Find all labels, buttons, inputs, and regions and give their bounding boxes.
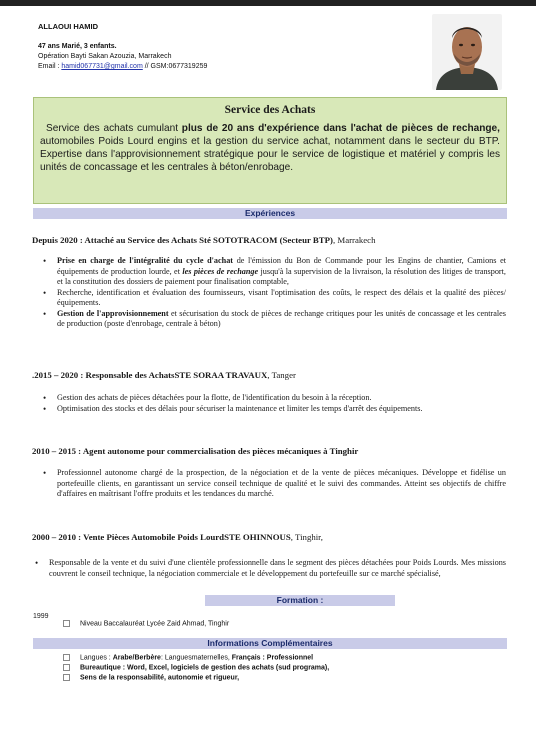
- email-link[interactable]: hamid067731@gmail.com: [61, 63, 143, 70]
- summary-highlight: plus de 20 ans d'expérience dans l'achat de pièces de rechange,: [181, 123, 500, 134]
- contact-line: [38, 62, 207, 72]
- software-item: [63, 664, 329, 671]
- qualities-item: [63, 674, 239, 681]
- bullet-text: de l'émission du Bon de Commande pour les Engins de chantier, Camions et équipements de production lourde, et: [57, 256, 506, 276]
- bullet-bold: Prise en charge de l'intégralité du cycle d'achat: [57, 256, 234, 265]
- job-2-location: , Tanger: [267, 370, 296, 380]
- age-line: 47 ans Marié, 3 enfants.: [38, 43, 117, 50]
- list-item: [40, 309, 506, 330]
- list-item: [40, 404, 506, 415]
- job-2-title: .2015 – 2020 : Responsable des AchatsSTE SORAA TRAVAUX: [32, 370, 268, 380]
- job-4-title: 2000 – 2010 : Vente Pièces Automobile Poids LourdSTE OHINNOUS: [32, 532, 291, 542]
- summary-p2: automobiles Poids Lourd engins et la gestion du service achat, notamment dans le secteur du BTP. Expertise dans l'approvisionnement stratégique pour le service de logistique et matériel y compris les unités de concassage et les centrales à béton/enrobage.: [40, 136, 500, 173]
- summary-box: [33, 97, 507, 204]
- lang-french: Français : Professionnel: [231, 654, 314, 662]
- candidate-name: ALLAOUI HAMID: [38, 22, 98, 31]
- formation-item: [63, 620, 229, 627]
- list-item: [40, 393, 506, 404]
- list-item: [32, 558, 506, 579]
- gsm-text: // GSM:0677319259: [142, 63, 208, 70]
- lang-label: Langues :: [80, 654, 113, 662]
- summary-title: Service des Achats: [224, 104, 316, 116]
- job-title-3: [32, 446, 358, 456]
- bullet-text: Gestion des achats de pièces détachées pour la flotte, de l'identification du besoin à la réception.: [57, 393, 372, 402]
- job-title-2: [32, 370, 296, 380]
- bullet-text: Optimisation des stocks et des délais pour sécuriser la maintenance et limiter les temps d'arrêt des équipements.: [57, 403, 423, 413]
- experiences-heading: Expériences: [33, 208, 507, 219]
- job-title-4: [32, 532, 323, 542]
- bullet-text: Recherche, identification et évaluation des fournisseurs, visant l'optimisation des coûts, le respect des délais et la qualité des pièces/équipements.: [57, 287, 506, 307]
- software-text: Bureautique : Word, Excel, logiciels de gestion des achats (sud programa),: [80, 664, 330, 672]
- lang-native: Arabe/Berbère: [112, 654, 161, 662]
- bullet-italic: les pièces de rechange: [182, 266, 259, 276]
- address-line: Opération Bayti Sakan Azouzia, Marrakech: [38, 53, 172, 60]
- checkbox-square-icon: [63, 654, 70, 661]
- qualities-text: Sens de la responsabilité, autonomie et rigueur,: [80, 674, 240, 682]
- formation-heading: Formation :: [205, 595, 395, 606]
- profile-photo: [432, 14, 502, 90]
- list-item: [40, 288, 506, 309]
- complements-heading: Informations Complémentaires: [33, 638, 507, 649]
- bullet-text: jusqu'à la supervision de la livraison, la résolution des litiges de transport, et la constitution des dossiers de paiement pour finalisation comptable,: [57, 266, 506, 286]
- email-label: Email :: [38, 63, 62, 70]
- job-1-title: Depuis 2020 : Attaché au Service des Achats Sté SOTOTRACOM (Secteur BTP): [32, 235, 333, 245]
- formation-text: Niveau Baccalauréat Lycée Zaid Ahmad, Tinghir: [80, 620, 230, 628]
- checkbox-square-icon: [63, 664, 70, 671]
- contact-header: [38, 22, 207, 72]
- checkbox-square-icon: [63, 620, 70, 627]
- checkbox-square-icon: [63, 674, 70, 681]
- job-4-location: , Tinghir,: [290, 532, 323, 542]
- bullet-text: Professionnel autonome chargé de la prospection, de la négociation et de la vente de pièces mécaniques. Développe et fidélise un portefeuille clients, en garantissant un service conseil technique de qualité et le suivi des commandes. Atteint ses objectifs de chiffre d'affaires en maîtrisant l'offre produits et les tendances du marché.: [57, 468, 506, 498]
- languages-item: [63, 654, 313, 661]
- job-4-bullets: [32, 558, 506, 579]
- job-2-bullets: [40, 393, 506, 414]
- bullet-text: Responsable de la vente et du suivi d'une clientèle professionnelle dans le segment des pièces détachées pour Poids Lourds. Mes missions couvrent le conseil technique, la négociation commerciale et le développement du portefeuille sur ce marché spécialisé,: [49, 558, 506, 578]
- job-3-title: 2010 – 2015 : Agent autonome pour commercialisation des pièces mécaniques à Tinghir: [32, 446, 359, 456]
- job-title-1: [32, 235, 375, 245]
- summary-text: [34, 116, 506, 174]
- job-1-bullets: [40, 256, 506, 330]
- list-item: [40, 256, 506, 288]
- job-1-location: , Marrakech: [332, 235, 376, 245]
- bullet-bold: Gestion de l'approvisionnement: [57, 308, 169, 318]
- bullet-text: et sécurisation du stock de pièces de rechange critiques pour les unités de concassage et les centrales de production (poste d'enrobage, centrale à béton): [57, 308, 506, 328]
- summary-p1: Service des achats cumulant: [46, 123, 182, 134]
- lang-native-note: : Languesmaternelles,: [160, 654, 232, 662]
- formation-year: 1999: [33, 613, 49, 620]
- job-3-bullets: [40, 468, 506, 500]
- list-item: [40, 468, 506, 500]
